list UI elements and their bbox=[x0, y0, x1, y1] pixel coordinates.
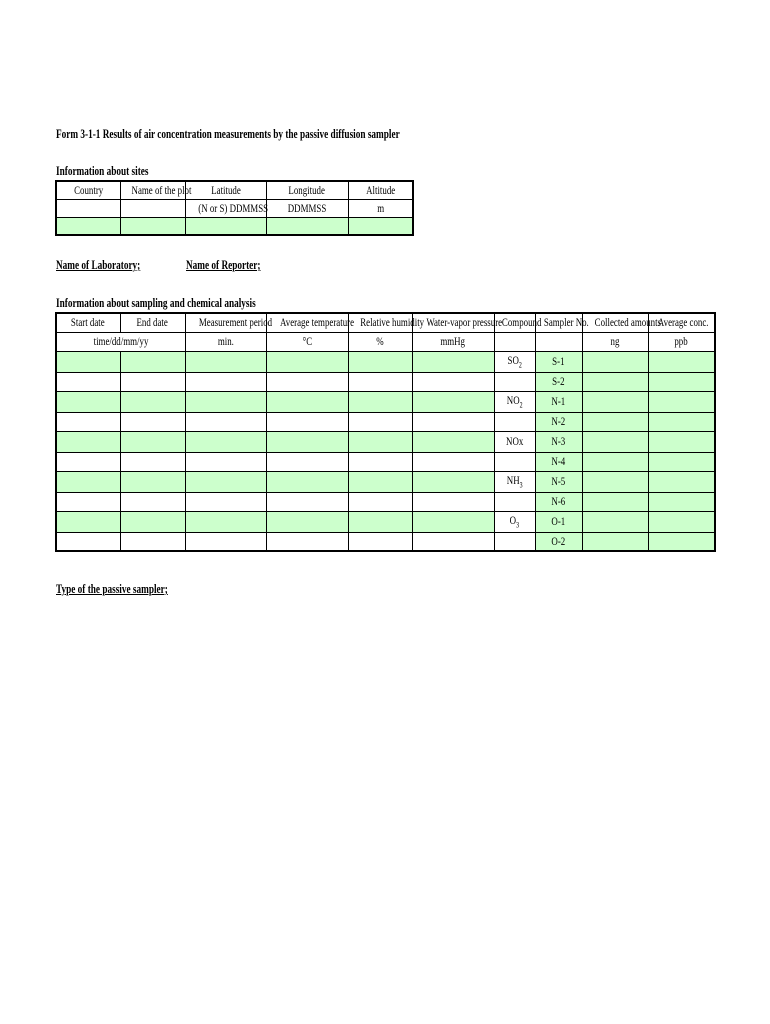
sampler-type-label: Type of the passive sampler; bbox=[56, 582, 168, 596]
table-row bbox=[56, 532, 715, 551]
average-conc-cell[interactable] bbox=[648, 351, 715, 372]
compound-cell bbox=[494, 492, 535, 511]
sampling-table bbox=[55, 312, 716, 552]
data-input-cell[interactable] bbox=[348, 351, 412, 372]
compound-cell: $NO_2$ bbox=[494, 391, 535, 412]
data-input-cell[interactable] bbox=[266, 391, 348, 412]
sites-col-latitude: Latitude bbox=[185, 181, 266, 199]
data-input-cell[interactable] bbox=[412, 532, 494, 551]
data-input-cell[interactable] bbox=[56, 511, 120, 532]
compound-cell bbox=[494, 412, 535, 431]
sampler-no-cell: N-1 bbox=[535, 391, 582, 412]
data-input-cell[interactable] bbox=[266, 471, 348, 492]
col-sampler-no: Sampler No. bbox=[535, 313, 582, 332]
sites-input-cell[interactable] bbox=[266, 217, 348, 235]
collected-amount-cell[interactable] bbox=[582, 532, 648, 551]
collected-amount-cell[interactable] bbox=[582, 471, 648, 492]
table-row bbox=[56, 511, 715, 532]
data-input-cell[interactable] bbox=[348, 511, 412, 532]
data-input-cell[interactable] bbox=[412, 391, 494, 412]
data-input-cell[interactable] bbox=[266, 431, 348, 452]
table-row bbox=[56, 452, 715, 471]
unit-sampler bbox=[535, 332, 582, 351]
data-input-cell[interactable] bbox=[348, 452, 412, 471]
col-average-temperature: Average temperature bbox=[266, 313, 348, 332]
average-conc-cell[interactable] bbox=[648, 492, 715, 511]
average-conc-cell[interactable] bbox=[648, 452, 715, 471]
data-input-cell[interactable] bbox=[412, 351, 494, 372]
sampler-no-cell: N-5 bbox=[535, 471, 582, 492]
compound-cell: $O_3$ bbox=[494, 511, 535, 532]
sampling-heading: Information about sampling and chemical analysis bbox=[56, 296, 256, 310]
data-input-cell[interactable] bbox=[185, 391, 266, 412]
unit-compound bbox=[494, 332, 535, 351]
collected-amount-cell[interactable] bbox=[582, 431, 648, 452]
data-input-cell[interactable] bbox=[120, 431, 185, 452]
sites-input-cell[interactable] bbox=[120, 217, 185, 235]
sites-unit-cell bbox=[56, 199, 120, 217]
collected-amount-cell[interactable] bbox=[582, 351, 648, 372]
unit-collected: ng bbox=[582, 332, 648, 351]
data-input-cell[interactable] bbox=[266, 511, 348, 532]
sampler-no-cell: O-2 bbox=[535, 532, 582, 551]
data-input-cell[interactable] bbox=[56, 431, 120, 452]
sites-col-altitude: Altitude bbox=[348, 181, 413, 199]
data-input-cell[interactable] bbox=[56, 391, 120, 412]
sampler-no-cell: N-2 bbox=[535, 412, 582, 431]
laboratory-label: Name of Laboratory; bbox=[56, 258, 141, 272]
data-input-cell[interactable] bbox=[348, 492, 412, 511]
sites-unit-cell bbox=[120, 199, 185, 217]
average-conc-cell[interactable] bbox=[648, 471, 715, 492]
data-input-cell[interactable] bbox=[412, 471, 494, 492]
sampler-no-cell: O-1 bbox=[535, 511, 582, 532]
average-conc-cell[interactable] bbox=[648, 431, 715, 452]
col-average-conc: Average conc. bbox=[648, 313, 715, 332]
col-compound: Compound bbox=[494, 313, 535, 332]
data-input-cell[interactable] bbox=[56, 532, 120, 551]
data-input-cell[interactable] bbox=[412, 492, 494, 511]
table-row bbox=[56, 372, 715, 391]
sites-heading: Information about sites bbox=[56, 164, 149, 178]
unit-temperature: °C bbox=[266, 332, 348, 351]
sampler-no-cell: N-4 bbox=[535, 452, 582, 471]
data-input-cell[interactable] bbox=[56, 492, 120, 511]
col-measurement-period: Measurement period bbox=[185, 313, 266, 332]
sites-col-longitude: Longitude bbox=[266, 181, 348, 199]
average-conc-cell[interactable] bbox=[648, 391, 715, 412]
data-input-cell[interactable] bbox=[266, 492, 348, 511]
unit-pressure: mmHg bbox=[412, 332, 494, 351]
data-input-cell[interactable] bbox=[348, 431, 412, 452]
data-input-cell[interactable] bbox=[120, 391, 185, 412]
data-input-cell[interactable] bbox=[266, 532, 348, 551]
compound-cell bbox=[494, 452, 535, 471]
data-input-cell[interactable] bbox=[120, 532, 185, 551]
sites-unit-longitude: DDMMSS bbox=[266, 199, 348, 217]
data-input-cell[interactable] bbox=[56, 452, 120, 471]
collected-amount-cell[interactable] bbox=[582, 391, 648, 412]
sites-input-cell[interactable] bbox=[185, 217, 266, 235]
data-input-cell[interactable] bbox=[120, 351, 185, 372]
data-input-cell[interactable] bbox=[120, 372, 185, 391]
unit-period: min. bbox=[185, 332, 266, 351]
compound-cell: $SO_2$ bbox=[494, 351, 535, 372]
collected-amount-cell[interactable] bbox=[582, 372, 648, 391]
table-row bbox=[56, 471, 715, 492]
average-conc-cell[interactable] bbox=[648, 532, 715, 551]
data-input-cell[interactable] bbox=[185, 471, 266, 492]
sites-col-country: Country bbox=[56, 181, 120, 199]
data-input-cell[interactable] bbox=[185, 351, 266, 372]
data-input-cell[interactable] bbox=[185, 431, 266, 452]
data-input-cell[interactable] bbox=[185, 511, 266, 532]
data-input-cell[interactable] bbox=[120, 471, 185, 492]
col-water-vapor-pressure: Water-vapor pressure bbox=[412, 313, 494, 332]
data-input-cell[interactable] bbox=[348, 532, 412, 551]
sampler-no-cell: S-2 bbox=[535, 372, 582, 391]
data-input-cell[interactable] bbox=[56, 471, 120, 492]
col-relative-humidity: Relative humidity bbox=[348, 313, 412, 332]
compound-cell: $NH_3$ bbox=[494, 471, 535, 492]
table-row bbox=[56, 492, 715, 511]
data-input-cell[interactable] bbox=[412, 431, 494, 452]
data-input-cell[interactable] bbox=[120, 511, 185, 532]
data-input-cell[interactable] bbox=[56, 372, 120, 391]
data-input-cell[interactable] bbox=[412, 412, 494, 431]
data-input-cell[interactable] bbox=[412, 452, 494, 471]
data-input-cell[interactable] bbox=[348, 372, 412, 391]
average-conc-cell[interactable] bbox=[648, 372, 715, 391]
compound-cell: NOx bbox=[494, 431, 535, 452]
sites-input-cell[interactable] bbox=[348, 217, 413, 235]
data-input-cell[interactable] bbox=[185, 532, 266, 551]
collected-amount-cell[interactable] bbox=[582, 511, 648, 532]
sites-table bbox=[55, 180, 414, 236]
average-conc-cell[interactable] bbox=[648, 511, 715, 532]
table-row bbox=[56, 431, 715, 452]
table-row bbox=[56, 391, 715, 412]
compound-cell bbox=[494, 372, 535, 391]
form-title: Form 3-1-1 Results of air concentration measurements by the passive diffusion sampler bbox=[56, 127, 400, 141]
reporter-label: Name of Reporter; bbox=[186, 258, 261, 272]
data-input-cell[interactable] bbox=[120, 412, 185, 431]
data-input-cell[interactable] bbox=[412, 372, 494, 391]
collected-amount-cell[interactable] bbox=[582, 452, 648, 471]
collected-amount-cell[interactable] bbox=[582, 492, 648, 511]
unit-date: time/dd/mm/yy bbox=[56, 332, 185, 351]
data-input-cell[interactable] bbox=[185, 372, 266, 391]
data-input-cell[interactable] bbox=[56, 351, 120, 372]
data-input-cell[interactable] bbox=[266, 452, 348, 471]
data-input-cell[interactable] bbox=[348, 412, 412, 431]
col-end-date: End date bbox=[120, 313, 185, 332]
col-start-date: Start date bbox=[56, 313, 120, 332]
data-input-cell[interactable] bbox=[185, 412, 266, 431]
data-input-cell[interactable] bbox=[266, 351, 348, 372]
data-input-cell[interactable] bbox=[266, 372, 348, 391]
table-row bbox=[56, 351, 715, 372]
table-row bbox=[56, 412, 715, 431]
unit-humidity: % bbox=[348, 332, 412, 351]
compound-cell bbox=[494, 532, 535, 551]
average-conc-cell[interactable] bbox=[648, 412, 715, 431]
collected-amount-cell[interactable] bbox=[582, 412, 648, 431]
data-input-cell[interactable] bbox=[266, 412, 348, 431]
sites-unit-latitude: (N or S) DDMMSS bbox=[185, 199, 266, 217]
col-collected-amounts: Collected amounts bbox=[582, 313, 648, 332]
data-input-cell[interactable] bbox=[412, 511, 494, 532]
unit-conc: ppb bbox=[648, 332, 715, 351]
sites-input-cell[interactable] bbox=[56, 217, 120, 235]
data-input-cell[interactable] bbox=[185, 492, 266, 511]
sampler-no-cell: S-1 bbox=[535, 351, 582, 372]
sites-col-plot: Name of the plot bbox=[120, 181, 185, 199]
data-input-cell[interactable] bbox=[348, 471, 412, 492]
sites-unit-altitude: m bbox=[348, 199, 413, 217]
data-input-cell[interactable] bbox=[56, 412, 120, 431]
data-input-cell[interactable] bbox=[120, 452, 185, 471]
sampler-no-cell: N-3 bbox=[535, 431, 582, 452]
data-input-cell[interactable] bbox=[120, 492, 185, 511]
sampler-no-cell: N-6 bbox=[535, 492, 582, 511]
data-input-cell[interactable] bbox=[185, 452, 266, 471]
data-input-cell[interactable] bbox=[348, 391, 412, 412]
